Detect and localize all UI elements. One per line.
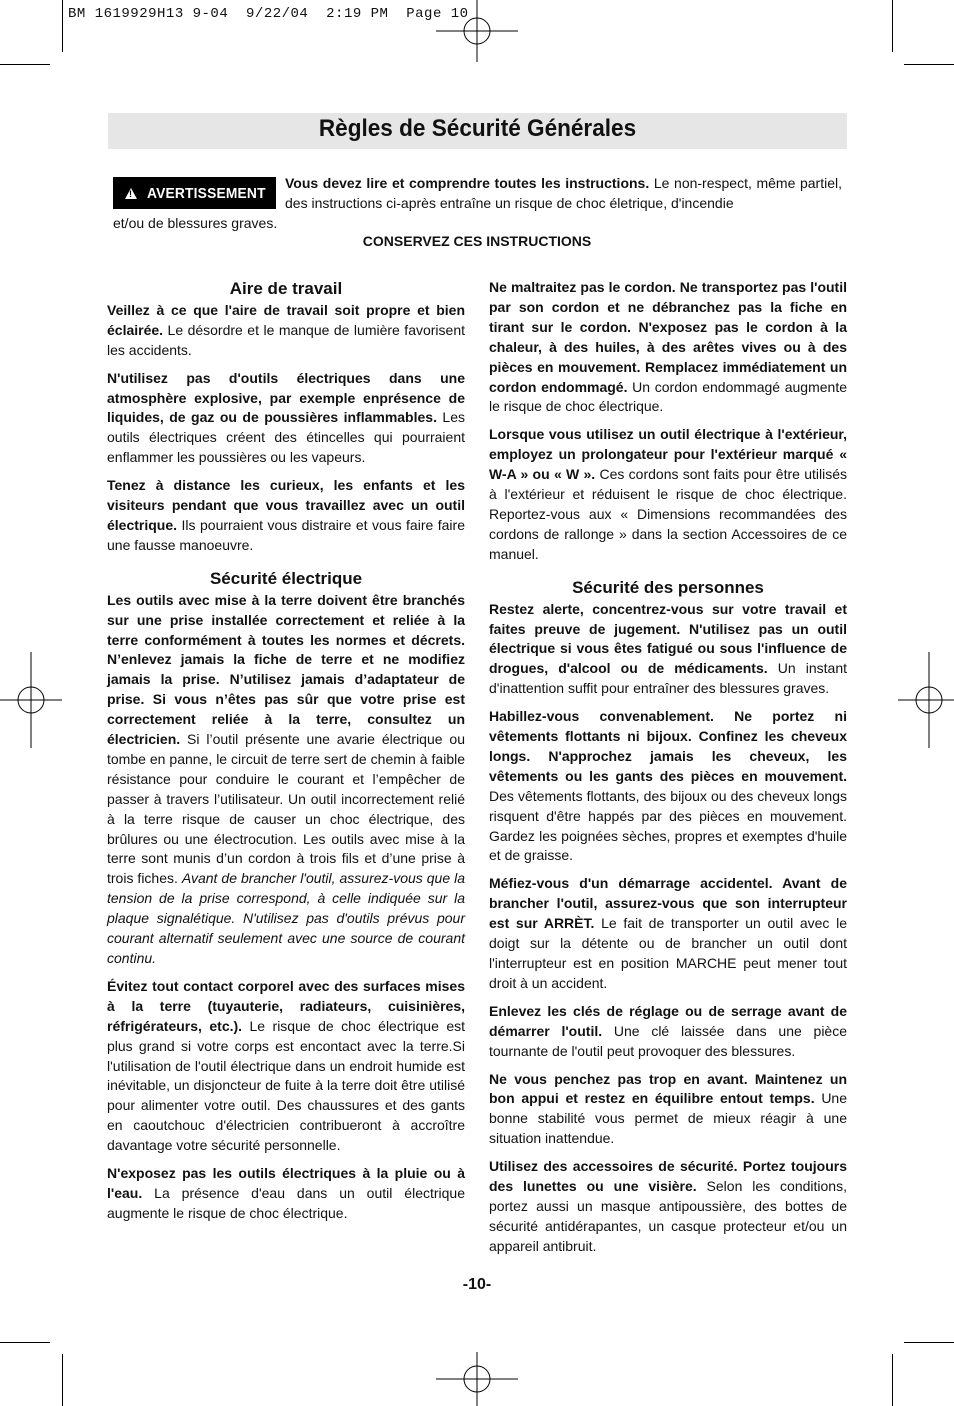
paragraph: Les outils avec mise à la terre doivent être branchés sur une prise installée correctement et reliée à la terre conformément à toutes les normes et décrets. N’enlevez jamais la fiche de terre et ne modifiez jamais la prise. N’utilisez jamais d’adaptateur de prise. Si vous n’êtes pas sûr que votre prise est correctement reliée à la terre, consultez un électricien. Si l’outil présente une avarie électrique ou tombe en panne, le circuit de terre sert de chemin à faible résistance pour conduire le courant et l’empêcher de passer à travers l’utilisateur. Un outil incorrectement relié à la terre risque de causer un choc électrique, des brûlures ou une électrocution. Les outils avec mise à la terre sont munis d’un cordon à trois fils et d’une prise à trois fiches. Avant de brancher l'outil, assurez-vous que la tension de la prise correspond, à celle indiquée sur la plaque signalétique. N'utilisez pas d'outils prévus pour courant alternatif seulement avec une source de courant continu. (107, 591, 465, 966)
registration-mark-bottom (436, 1352, 518, 1406)
warning-badge-label: AVERTISSEMENT (147, 184, 266, 202)
paragraph: Ne maltraitez pas le cordon. Ne transportez pas l'outil par son cordon et ne débranchez pas la fiche en tirant sur le cordon. N'exposez pas le cordon à la chaleur, à des huiles, à des arêtes vives ou à des pièces en mouvement. Remplacez immédiatement un cordon endommagé. Un cordon endommagé augmente le risque de choc électrique. (489, 279, 848, 415)
print-slug: BM 1619929H13 9-04 9/22/04 2:19 PM Page 10 (68, 6, 469, 22)
warning-text (285, 173, 842, 213)
warning-text-tail: et/ou de blessures graves. (113, 215, 278, 231)
crop-mark (62, 1354, 63, 1406)
section-heading-electrical-safety: Sécurité électrique (209, 568, 363, 588)
paragraph: Méfiez-vous d'un démarrage accidentel. Avant de brancher l'outil, assurez-vous que son interrupteur est sur ARRÈT. Le fait de transporter un outil avec le doigt sur la détente ou de brancher un outil dont l'interrupteur est en position MARCHE peut mener tout droit à un accident. (489, 875, 848, 991)
warning-badge (113, 177, 276, 209)
warning-body: Le non-respect, même partiel, des instructions ci-après entraîne un risque de choc életrique, d'incendie (285, 175, 842, 211)
paragraph: Ne vous penchez pas trop en avant. Maintenez un bon appui et restez en équilibre entout temps. Une bonne stabilité vous permet de mieux réagir à une situation inattendue. (489, 1070, 848, 1147)
paragraph: Veillez à ce que l'aire de travail soit propre et bien éclairée. Le désordre et le manque de lumière favorisent les accidents. (107, 301, 465, 358)
registration-mark-right (898, 652, 954, 748)
paragraph: Lorsque vous utilisez un outil électrique à l'extérieur, employez un prolongateur pour l'extérieur marqué « W-A » ou « W ». Ces cordons sont faits pour être utilisés à l'extérieur et réduisent le risque de choc électrique. Reportez-vous aux « Dimensions recommandées des cordons de rallonge » dans la section Accessoires de ce manuel. (489, 426, 847, 562)
left-column (107, 279, 465, 1232)
paragraph: Enlevez les clés de réglage ou de serrage avant de démarrer l'outil. Une clé laissée dans une pièce tournante de l'outil peut provoquer des blessures. (489, 1002, 848, 1059)
paragraph: N'utilisez pas d'outils électriques dans une atmosphère explosive, par exemple enprésence de liquides, de gaz ou de poussières inflammables. Les outils électriques créent des étincelles qui pourraient enflammer les poussières ou les vapeurs. (107, 369, 466, 466)
crop-mark (62, 0, 63, 52)
paragraph: Évitez tout contact corporel avec des surfaces mises à la terre (tuyauterie, radiateurs, cuisinières, réfrigérateurs, etc.). Le risque de choc électrique est plus grand si votre corps est encontact avec la terre.Si l'utilisation de l'outil électrique dans un endroit humide est inévitable, un disjoncteur de fuite à la terre doit être utilisé pour alimenter votre outil. Des chaussures et des gants en caoutchouc d'électricien contribueront à accroître davantage votre sécurité personnelle. (107, 977, 465, 1154)
paragraph: Tenez à distance les curieux, les enfants et les visiteurs pendant que vous travaillez avec un outil électrique. Ils pourraient vous distraire et vous faire faire une fausse manoeuvre. (107, 477, 465, 553)
crop-mark (892, 1354, 893, 1406)
crop-mark (892, 0, 893, 52)
registration-mark-left (0, 652, 62, 748)
section-heading-personal-safety: Sécurité des personnes (572, 577, 764, 597)
crop-mark (904, 1342, 954, 1343)
warning-lead: Vous devez lire et comprendre toutes les instructions. (285, 175, 650, 191)
page-number: -10- (462, 1276, 492, 1293)
paragraph: Utilisez des accessoires de sécurité. Portez toujours des lunettes ou une visière. Selon les conditions, portez aussi un masque antipoussière, des bottes de sécurité antidérapantes, un casque protecteur et/ou un appareil antibruit. (489, 1158, 847, 1254)
section-heading-work-area: Aire de travail (229, 279, 343, 298)
warning-icon: ! (125, 188, 137, 199)
right-column (489, 278, 847, 1265)
paragraph: N'exposez pas les outils électriques à la pluie ou à l'eau. La présence d'eau dans un outil électrique augmente le risque de choc électrique. (107, 1165, 465, 1221)
paragraph: Restez alerte, concentrez-vous sur votre travail et faites preuve de jugement. N'utilisez pas un outil électrique si vous êtes fatigué ou sous l'influence de drogues, d'alcool ou de médicaments. Un instant d'inattention suffit pour entraîner des blessures graves. (489, 600, 847, 697)
page-title: Règles de Sécurité Générales (318, 115, 637, 142)
title-bar (108, 113, 847, 149)
keep-instructions: CONSERVEZ CES INSTRUCTIONS (362, 233, 592, 249)
crop-mark (0, 1342, 50, 1343)
crop-mark (904, 64, 954, 65)
paragraph: Habillez-vous convenablement. Ne portez ni vêtements flottants ni bijoux. Confinez les cheveux longs. N'approchez jamais les cheveux, les vêtements ou les gants des pièces en mouvement. Des vêtements flottants, des bijoux ou des cheveux longs risquent d'être happés par des pièces en mouvement. Gardez les poignées sèches, propres et exemptes d'huile et de graisse. (489, 708, 847, 864)
crop-mark (0, 64, 50, 65)
